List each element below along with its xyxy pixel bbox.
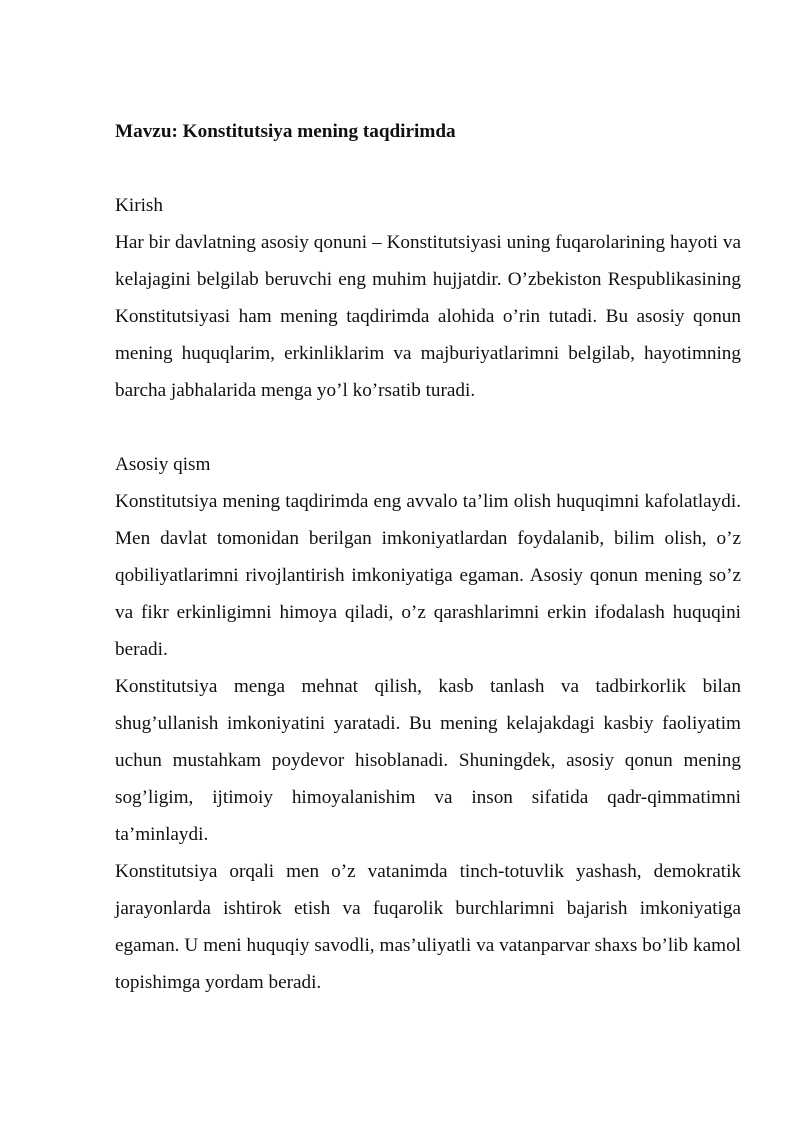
spacer: [115, 150, 741, 187]
section-heading-intro: Kirish: [115, 195, 163, 216]
intro-paragraph: Har bir davlatning asosiy qonuni – Konstitutsiyasi uning fuqarolarining hayoti va kelajagini belgilab beruvchi eng muhim hujjatdir. O’zbekiston Respublikasining Konstitutsiyasi ham mening taqdirimda alohida o’rin tutadi. Bu asosiy qonun mening huquqlarim, erkinliklarim va majburiyatlarimni belgilab, hayotimning barcha jabhalarida menga yo’l ko’rsatib turadi.: [115, 232, 741, 401]
section-heading-main: Asosiy qism: [115, 454, 211, 475]
spacer: [115, 409, 741, 446]
main-paragraph-1: Konstitutsiya mening taqdirimda eng avvalo ta’lim olish huquqimni kafolatlaydi. Men davlat tomonidan berilgan imkoniyatlardan foydalanib, bilim olish, o’z qobiliyatlarimni rivojlantirish imkoniyatiga egaman. Asosiy qonun mening so’z va fikr erkinligimni himoya qiladi, o’z qarashlarimni erkin ifodalash huquqini beradi.: [115, 491, 741, 660]
document-body: [115, 113, 741, 1001]
document-title: Mavzu: Konstitutsiya mening taqdirimda: [115, 121, 456, 142]
main-paragraph-2: Konstitutsiya menga mehnat qilish, kasb tanlash va tadbirkorlik bilan shug’ullanish imkoniyatini yaratadi. Bu mening kelajakdagi kasbiy faoliyatim uchun mustahkam poydevor hisoblanadi. Shuningdek, asosiy qonun mening sog’ligim, ijtimoiy himoyalanishim va inson sifatida qadr-qimmatimni ta’minlaydi.: [115, 676, 741, 845]
main-paragraph-3: Konstitutsiya orqali men o’z vatanimda tinch-totuvlik yashash, demokratik jarayonlarda ishtirok etish va fuqarolik burchlarimni bajarish imkoniyatiga egaman. U meni huquqiy savodli, mas’uliyatli va vatanparvar shaxs bo’lib kamol topishimga yordam beradi.: [115, 861, 741, 993]
